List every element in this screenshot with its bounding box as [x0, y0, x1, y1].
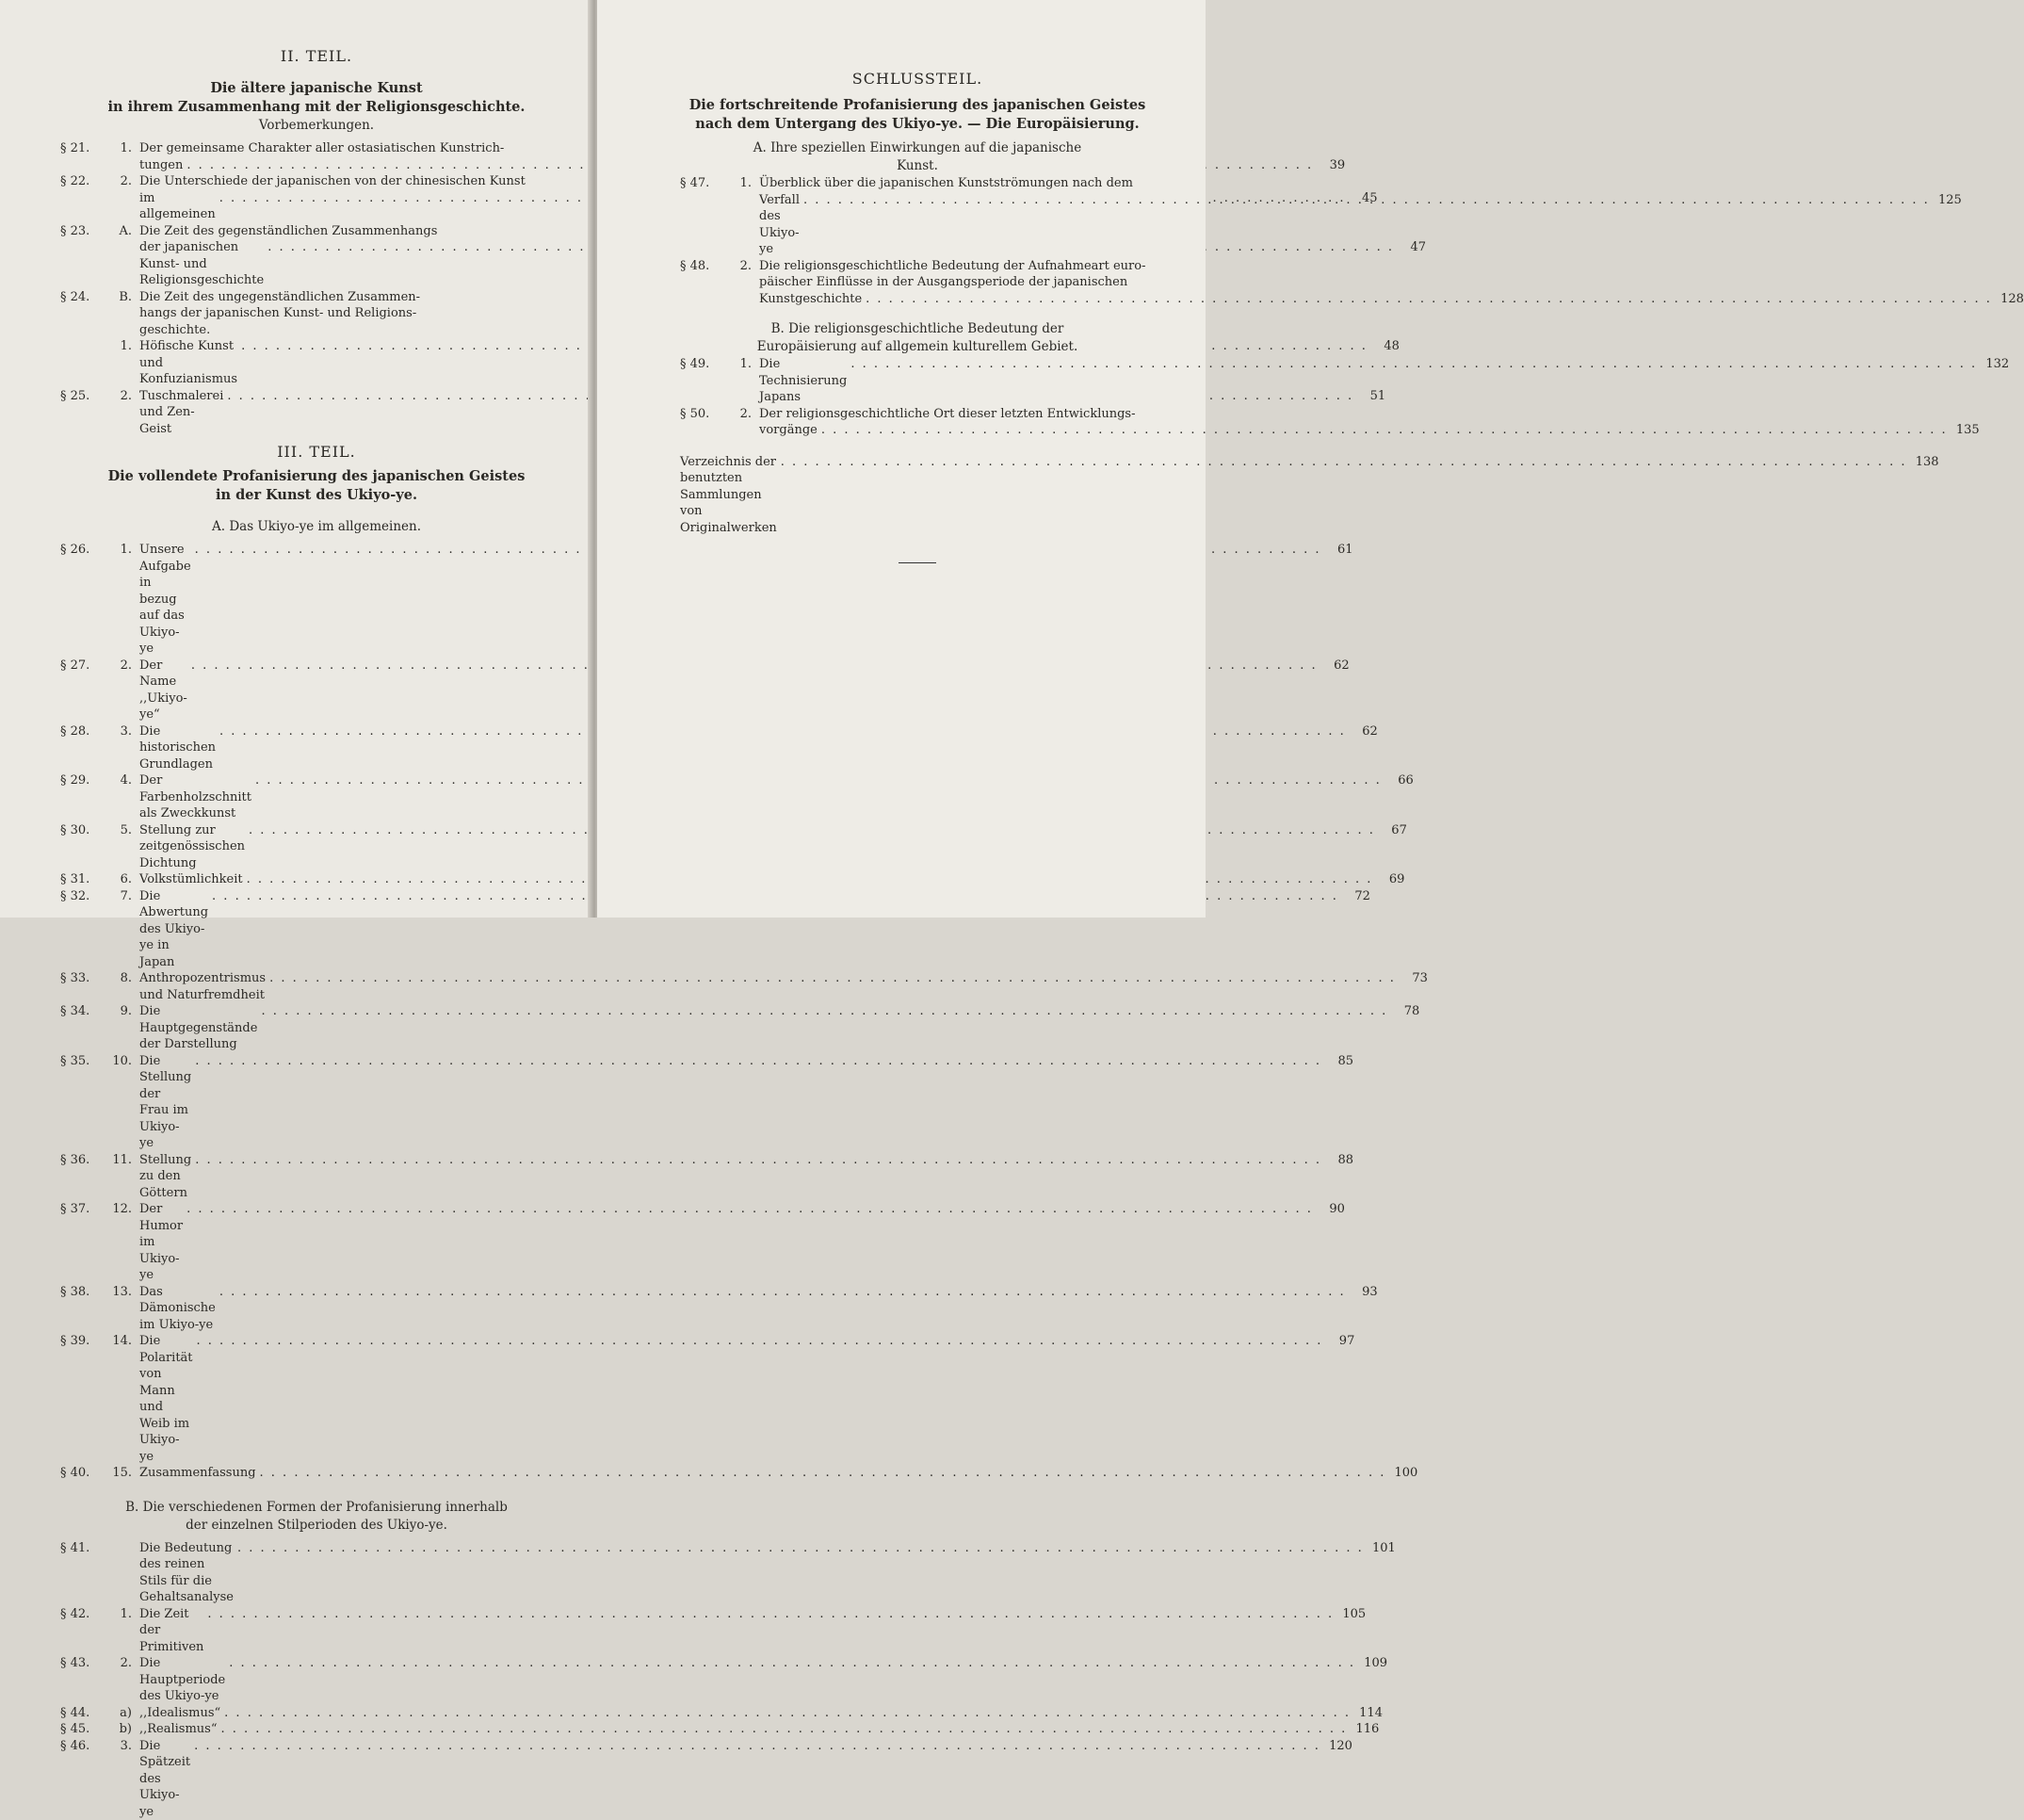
entry-text: Höfische Kunst und Konfuzianismus — [139, 338, 237, 388]
page-number: 62 — [1350, 723, 1378, 740]
entry-body — [139, 1606, 1366, 1656]
section-number: § 30. — [60, 822, 104, 872]
entry-line — [759, 406, 1980, 423]
toc-entry — [60, 1721, 573, 1738]
entry-body — [759, 406, 1980, 439]
dot-leader — [850, 356, 1977, 373]
dot-leader — [197, 1333, 1323, 1350]
entry-body — [139, 289, 573, 339]
item-number: 11. — [104, 1152, 139, 1202]
section-number: § 41. — [60, 1540, 104, 1606]
item-number: b) — [104, 1721, 139, 1738]
collections-index-page: 138 — [1911, 454, 1939, 471]
entry-text: geschichte. — [139, 322, 210, 339]
toc-entry — [60, 1540, 573, 1606]
dot-leader — [261, 1003, 1387, 1020]
entry-text: Die Unterschiede der japanischen von der chinesischen Kunst — [139, 173, 526, 190]
section-number: § 26. — [60, 542, 104, 658]
section-number: § 37. — [60, 1201, 104, 1284]
page-number: 45 — [1350, 190, 1378, 207]
entry-text: ,,Idealismus“ — [139, 1705, 220, 1722]
item-number: 9. — [104, 1003, 139, 1053]
section-number: § 22. — [60, 173, 104, 223]
entry-body — [139, 1152, 1353, 1202]
page-number: 73 — [1400, 970, 1428, 987]
final-section-a-list — [680, 175, 1155, 307]
dot-leader — [219, 1284, 1346, 1301]
entry-text: Die Stellung der Frau im Ukiyo-ye — [139, 1053, 191, 1152]
part-3-section-b-list — [60, 1540, 573, 1820]
page-number: 66 — [1385, 772, 1414, 789]
item-number — [104, 1540, 139, 1606]
item-number: 2. — [723, 258, 759, 308]
toc-entry — [60, 1003, 573, 1053]
section-number: § 43. — [60, 1655, 104, 1705]
item-number: 13. — [104, 1284, 139, 1334]
page-number: 93 — [1350, 1284, 1378, 1301]
part-2-subheading: Vorbemerkungen. — [60, 117, 573, 135]
entry-line — [139, 1738, 1352, 1820]
collections-index-text: Verzeichnis der benutzten Sammlungen von Originalwerken — [680, 454, 777, 537]
page-number: 125 — [1934, 192, 1962, 209]
entry-line — [759, 274, 2024, 291]
entry-text: Das Dämonische im Ukiyo-ye — [139, 1284, 216, 1334]
dot-leader — [821, 422, 1948, 439]
dot-leader — [195, 1152, 1321, 1169]
toc-entry — [60, 723, 573, 773]
entry-line — [759, 175, 1962, 192]
page-number: 62 — [1321, 658, 1350, 674]
entry-line — [139, 1201, 1345, 1284]
item-number: 4. — [104, 772, 139, 822]
item-number: a) — [104, 1705, 139, 1722]
entry-text: hangs der japanischen Kunst- und Religions- — [139, 305, 416, 322]
toc-entry — [680, 356, 1155, 406]
part-3-heading: III. TEIL. — [60, 443, 573, 462]
collections-index-entry — [680, 454, 1155, 537]
toc-entry — [60, 888, 573, 971]
entry-text: Die Zeit der Primitiven — [139, 1606, 203, 1656]
entry-body — [139, 1333, 1354, 1465]
page-number: 51 — [1357, 388, 1385, 405]
page-number: 100 — [1389, 1465, 1417, 1482]
final-section-b-heading-line-1: B. Die religionsgeschichtliche Bedeutung der — [680, 320, 1155, 338]
dot-leader — [260, 1465, 1386, 1482]
page-number: 105 — [1337, 1606, 1366, 1623]
entry-body — [759, 356, 2009, 406]
toc-entry — [60, 1053, 573, 1152]
entry-body — [139, 1053, 1353, 1152]
final-part-heading: SCHLUSSTEIL. — [680, 70, 1155, 89]
book-spread — [0, 0, 1206, 918]
page-number: 90 — [1317, 1201, 1345, 1218]
part-2-title-line-2: in ihrem Zusammenhang mit der Religionsgeschichte. — [60, 98, 573, 117]
page-number: 39 — [1317, 157, 1345, 174]
page-number: 61 — [1324, 542, 1352, 559]
dot-leader — [194, 1738, 1320, 1755]
entry-text: vorgänge — [759, 422, 818, 439]
entry-text: Die historischen Grundlagen — [139, 723, 216, 773]
section-number: § 39. — [60, 1333, 104, 1465]
section-number: § 50. — [680, 406, 723, 439]
toc-entry — [60, 388, 573, 438]
dot-leader — [803, 192, 1930, 209]
entry-text: tungen — [139, 157, 183, 174]
item-number: 1. — [104, 1606, 139, 1656]
item-number: 1. — [723, 356, 759, 406]
item-number: 14. — [104, 1333, 139, 1465]
part-3-section-a-list — [60, 542, 573, 1482]
page-number: 132 — [1981, 356, 2009, 373]
toc-entry — [60, 1201, 573, 1284]
entry-text: Tuschmalerei und Zen-Geist — [139, 388, 223, 438]
entry-body — [139, 1721, 1379, 1738]
entry-text: Der Name ,,Ukiyo-ye“ — [139, 658, 187, 723]
entry-text: Volkstümlichkeit — [139, 871, 243, 888]
entry-body — [139, 1540, 1396, 1606]
section-number: § 24. — [60, 289, 104, 339]
item-number: 8. — [104, 970, 139, 1003]
entry-text: Kunstgeschichte — [759, 291, 862, 308]
part-3-section-b-heading-line-1: B. Die verschiedenen Formen der Profanisierung innerhalb — [60, 1499, 573, 1517]
page-number: 120 — [1324, 1738, 1352, 1755]
entry-text: Die Hauptgegenstände der Darstellung — [139, 1003, 257, 1053]
entry-text: päischer Einflüsse in der Ausgangsperiode der japanischen — [759, 274, 1127, 291]
entry-text: Der religionsgeschichtliche Ort dieser letzten Entwicklungs- — [759, 406, 1135, 423]
item-number: 2. — [723, 406, 759, 439]
entry-body — [139, 970, 1428, 1003]
section-number: § 31. — [60, 871, 104, 888]
dot-leader — [269, 970, 1396, 987]
toc-entry — [60, 1333, 573, 1465]
entry-text: Die Hauptperiode des Ukiyo-ye — [139, 1655, 225, 1705]
section-number: § 44. — [60, 1705, 104, 1722]
entry-text: Die Zeit des ungegenständlichen Zusammen- — [139, 289, 420, 306]
dot-leader — [195, 1053, 1321, 1070]
section-number: § 21. — [60, 140, 104, 173]
entry-text: im allgemeinen — [139, 190, 216, 223]
page-number: 78 — [1391, 1003, 1419, 1020]
toc-entry — [60, 140, 573, 173]
page-number: 101 — [1368, 1540, 1396, 1557]
page-number: 88 — [1325, 1152, 1353, 1169]
dot-leader — [186, 1201, 1313, 1218]
item-number: 1. — [104, 140, 139, 173]
entry-body — [139, 1655, 1387, 1705]
page-number: 48 — [1371, 338, 1400, 355]
page-number: 72 — [1342, 888, 1370, 905]
section-number: § 40. — [60, 1465, 104, 1482]
toc-entry — [60, 338, 573, 388]
entry-text: Die religionsgeschichtliche Bedeutung der Aufnahmeart euro- — [759, 258, 1145, 275]
page-number: 47 — [1398, 239, 1426, 256]
entry-line — [759, 422, 1980, 439]
entry-text: Die Spätzeit des Ukiyo-ye — [139, 1738, 190, 1820]
part-3-section-b-heading-line-2: der einzelnen Stilperioden des Ukiyo-ye. — [60, 1517, 573, 1535]
final-section-a-heading-line-2: Kunst. — [680, 157, 1155, 175]
entry-text: Verfall des Ukiyo-ye — [759, 192, 800, 258]
dot-leader — [207, 1606, 1334, 1623]
section-number: § 45. — [60, 1721, 104, 1738]
item-number: 2. — [104, 388, 139, 438]
entry-line — [139, 289, 573, 306]
entry-line — [139, 1721, 1379, 1738]
section-number: § 34. — [60, 1003, 104, 1053]
dot-leader — [229, 1655, 1355, 1672]
right-page — [597, 0, 1206, 918]
toc-entry — [60, 1738, 573, 1820]
section-number: § 33. — [60, 970, 104, 1003]
section-number: § 23. — [60, 223, 104, 289]
page-number: 97 — [1326, 1333, 1354, 1350]
entry-text: Die Technisierung Japans — [759, 356, 847, 406]
entry-line — [139, 1003, 1419, 1053]
entry-text: Die Abwertung des Ukiyo-ye in Japan — [139, 888, 208, 971]
end-rule — [899, 562, 936, 563]
entry-line — [759, 291, 2024, 308]
page-number: 85 — [1325, 1053, 1353, 1070]
dot-leader — [221, 1721, 1348, 1738]
left-page — [0, 0, 593, 918]
entry-line — [139, 1284, 1378, 1334]
entry-text: Zusammenfassung — [139, 1465, 256, 1482]
section-number: § 48. — [680, 258, 723, 308]
entry-body — [139, 1201, 1345, 1284]
page-number: 67 — [1379, 822, 1407, 839]
entry-body — [759, 175, 1962, 258]
item-number: 3. — [104, 723, 139, 773]
entry-line — [139, 970, 1428, 1003]
entry-text: Die Bedeutung des reinen Stils für die Gehaltsanalyse — [139, 1540, 234, 1606]
page-number: 135 — [1951, 422, 1980, 439]
section-number — [60, 338, 104, 388]
toc-entry — [60, 173, 573, 223]
toc-entry — [60, 658, 573, 723]
item-number: 5. — [104, 822, 139, 872]
section-number: § 38. — [60, 1284, 104, 1334]
section-number: § 27. — [60, 658, 104, 723]
item-number: 2. — [104, 658, 139, 723]
item-number: 12. — [104, 1201, 139, 1284]
item-number: 2. — [104, 1655, 139, 1705]
final-section-b-heading-line-2: Europäisierung auf allgemein kulturellem Gebiet. — [680, 338, 1155, 356]
section-number: § 36. — [60, 1152, 104, 1202]
final-section-a-heading-line-1: A. Ihre speziellen Einwirkungen auf die japanische — [680, 139, 1155, 157]
final-section-b-list — [680, 356, 1155, 439]
entry-text: Unsere Aufgabe in bezug auf das Ukiyo-ye — [139, 542, 191, 658]
entry-text: Die Zeit des gegenständlichen Zusammenhangs — [139, 223, 437, 240]
entry-body — [139, 1003, 1419, 1053]
entry-text: Die Polarität von Mann und Weib im Ukiyo-ye — [139, 1333, 193, 1465]
item-number: 3. — [104, 1738, 139, 1820]
toc-entry — [60, 970, 573, 1003]
toc-entry — [680, 175, 1155, 258]
final-part-title-line-1: Die fortschreitende Profanisierung des japanischen Geistes — [680, 96, 1155, 115]
entry-line — [139, 1606, 1366, 1656]
entry-body — [139, 1705, 1383, 1722]
section-number: § 25. — [60, 388, 104, 438]
part-3-title-line-1: Die vollendete Profanisierung des japanischen Geistes — [60, 467, 573, 486]
page-number: 114 — [1354, 1705, 1383, 1722]
entry-line — [139, 1655, 1387, 1705]
dot-leader — [781, 454, 1907, 471]
entry-text: ,,Realismus“ — [139, 1721, 218, 1738]
section-number: § 49. — [680, 356, 723, 406]
section-number: § 35. — [60, 1053, 104, 1152]
entry-body — [139, 1738, 1352, 1820]
entry-line — [139, 1705, 1383, 1722]
item-number: 1. — [723, 175, 759, 258]
part-2-heading: II. TEIL. — [60, 47, 573, 66]
toc-entry — [60, 289, 573, 339]
section-number: § 42. — [60, 1606, 104, 1656]
entry-text: Anthropozentrismus und Naturfremdheit — [139, 970, 266, 1003]
entry-line — [139, 1152, 1353, 1202]
entry-line — [139, 305, 573, 322]
section-number: § 32. — [60, 888, 104, 971]
part-3-title-line-2: in der Kunst des Ukiyo-ye. — [60, 486, 573, 505]
entry-text: Der gemeinsame Charakter aller ostasiatischen Kunstrich- — [139, 140, 504, 157]
section-number: § 29. — [60, 772, 104, 822]
toc-entry — [60, 1465, 573, 1482]
item-number: 2. — [104, 173, 139, 223]
entry-text: der japanischen Kunst- und Religionsgeschichte — [139, 239, 264, 289]
entry-line — [759, 356, 2009, 406]
entry-line — [759, 258, 2024, 275]
entry-text: Stellung zur zeitgenössischen Dichtung — [139, 822, 245, 872]
dot-leader — [866, 291, 1992, 308]
entry-line — [139, 1465, 1417, 1482]
item-number: 6. — [104, 871, 139, 888]
entry-text: Überblick über die japanischen Kunstströmungen nach dem — [759, 175, 1133, 192]
item-number: 10. — [104, 1053, 139, 1152]
toc-entry — [60, 772, 573, 822]
toc-entry — [60, 1606, 573, 1656]
entry-line — [139, 1333, 1354, 1465]
toc-entry — [60, 1284, 573, 1334]
item-number: 15. — [104, 1465, 139, 1482]
toc-entry — [60, 1705, 573, 1722]
item-number: 7. — [104, 888, 139, 971]
dot-leader — [224, 1705, 1351, 1722]
toc-entry — [60, 1655, 573, 1705]
section-number: § 28. — [60, 723, 104, 773]
entry-text: Stellung zu den Göttern — [139, 1152, 191, 1202]
section-number: § 47. — [680, 175, 723, 258]
entry-line — [139, 322, 573, 339]
entry-body — [139, 1284, 1378, 1334]
entry-text: Der Farbenholzschnitt als Zweckkunst — [139, 772, 251, 822]
entry-line — [759, 192, 1962, 258]
toc-entry — [60, 822, 573, 872]
toc-entry — [60, 542, 573, 658]
page-number: 69 — [1376, 871, 1404, 888]
item-number: B. — [104, 289, 139, 339]
part-3-section-a-heading: A. Das Ukiyo-ye im allgemeinen. — [60, 518, 573, 536]
toc-entry — [60, 871, 573, 888]
toc-entry — [680, 406, 1155, 439]
entry-body — [139, 1465, 1417, 1482]
item-number: 1. — [104, 338, 139, 388]
page-number: 109 — [1359, 1655, 1387, 1672]
item-number: A. — [104, 223, 139, 289]
page-number: 116 — [1351, 1721, 1379, 1738]
page-number: 128 — [1996, 291, 2024, 308]
part-2-entry-list — [60, 140, 573, 437]
entry-text: Der Humor im Ukiyo-ye — [139, 1201, 183, 1284]
toc-entry — [60, 1152, 573, 1202]
entry-line — [139, 1540, 1396, 1606]
toc-entry — [680, 258, 1155, 308]
section-number: § 46. — [60, 1738, 104, 1820]
entry-body — [759, 258, 2024, 308]
dot-leader — [237, 1540, 1364, 1557]
final-part-title-line-2: nach dem Untergang des Ukiyo-ye. — Die Europäisierung. — [680, 115, 1155, 134]
entry-line — [139, 1053, 1353, 1152]
part-2-title-line-1: Die ältere japanische Kunst — [60, 79, 573, 98]
item-number: 1. — [104, 542, 139, 658]
toc-entry — [60, 223, 573, 289]
